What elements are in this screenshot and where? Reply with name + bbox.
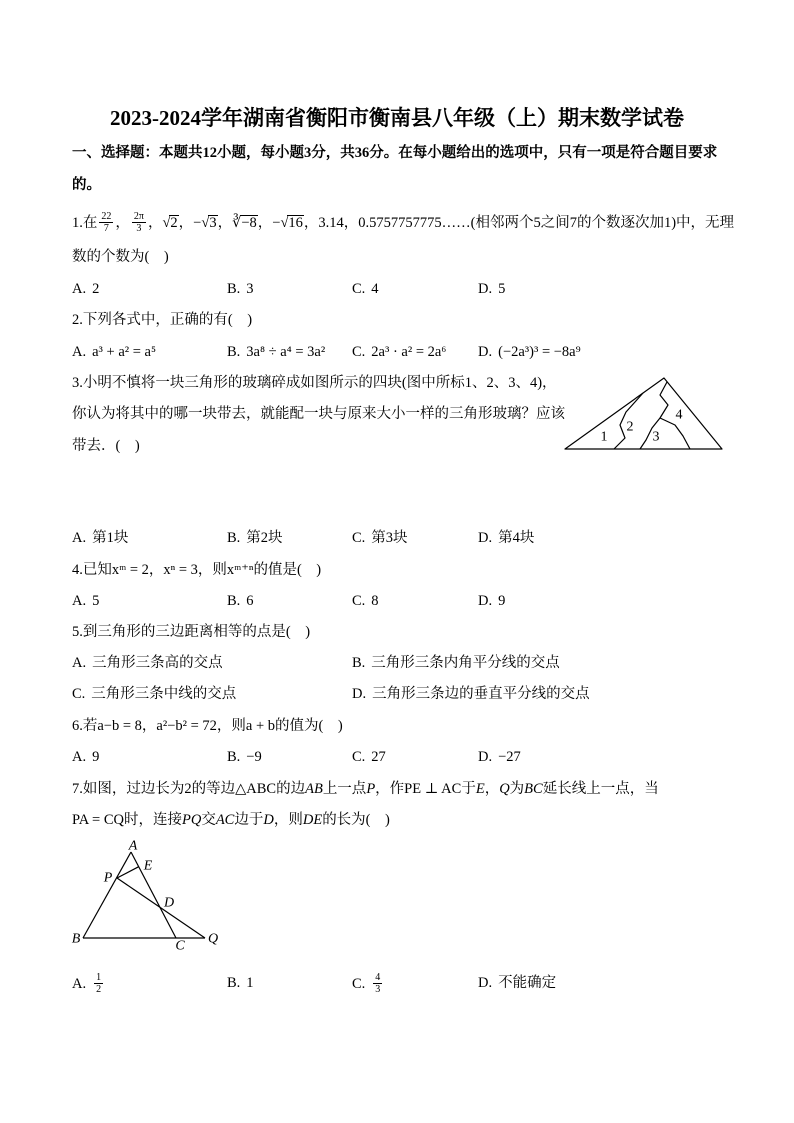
question-stem-line [72,622,310,642]
text-run: ，作PE ⊥ AC于 [375,781,476,797]
math-variable: P [366,781,376,797]
option-label: C. [352,749,366,765]
option-label: C. [352,530,366,546]
point-label-c: C [175,938,185,954]
math-variable: BC [524,781,543,797]
option-label: B. [227,975,241,991]
side-ab [83,852,131,938]
section-instructions-line: 的。 [72,177,101,193]
option-d [478,528,534,548]
point-label-q: Q [207,931,219,947]
option-label: D. [478,749,493,765]
radical-sign: √ [201,214,210,231]
text-run: 3 [246,281,254,297]
radical [162,213,178,233]
option-a [72,279,99,299]
math-variable: AB [305,781,323,797]
text-run: 第1块 [92,530,129,546]
option-content [246,593,253,609]
fraction-numerator: 2π [133,211,144,222]
question-stem-line [72,404,565,424]
crack-line [660,418,690,449]
radicand: 3 [209,214,217,231]
option-content [91,686,236,702]
option-label: C. [352,593,366,609]
text-run: 为 [509,781,525,797]
option-content [92,281,99,297]
equilateral-triangle-figure [66,836,226,956]
question-stem-line [72,560,321,580]
radical-sign: √ [280,214,289,231]
text-run: a³ + a² = a⁵ [92,344,157,360]
option-b [352,653,560,673]
text-run: ，则 [273,812,303,828]
math-variable: D [263,812,274,828]
option-label: C. [72,686,86,702]
point-label-e: E [143,858,153,874]
option-c [352,747,386,767]
text-run: ， [217,214,233,231]
text-run: 2a³ · a² = 2a⁶ [371,344,447,360]
text-run: 4 [371,281,379,297]
text-run: −9 [246,749,262,765]
piece-label: 1 [600,429,608,445]
option-content [371,655,560,671]
text-run: 5.到三角形的三边距离相等的点是( ) [72,624,311,640]
fraction-denominator: 3 [136,223,142,234]
option-c [352,973,384,993]
text-run: 第2块 [246,530,283,546]
option-b [227,591,254,611]
text-run: 不能确定 [498,975,557,991]
point-label-b: B [71,931,81,947]
segment-pq [117,878,205,938]
piece-label: 2 [626,419,634,435]
fraction-denominator: 2 [96,984,102,995]
text-run: 3a⁸ ÷ a⁴ = 3a² [246,344,326,360]
text-run: 的长为( ) [322,812,390,828]
option-b [227,342,325,362]
text-run: PA = CQ时，连接 [72,812,182,828]
option-c [352,528,408,548]
radicand: 2 [170,214,178,231]
text-run: 上一点 [322,781,367,797]
option-a [72,973,105,993]
option-d [352,684,590,704]
text-run: 三角形三条高的交点 [92,655,223,671]
option-content [371,530,407,546]
option-label: A. [72,281,87,297]
option-b [227,279,254,299]
text-run: 交 [201,812,216,828]
text-run: ， [484,781,500,797]
question-stem-line [72,436,140,456]
option-content [92,655,223,671]
piece-label: 4 [675,407,683,423]
radical-sign: √ [162,214,171,231]
fraction [94,972,103,995]
option-content [498,344,581,360]
fraction-numerator: 22 [101,211,112,222]
text-run: 5 [92,593,100,609]
option-label: D. [478,344,493,360]
option-content [371,281,378,297]
option-label: B. [227,281,241,297]
option-a [72,528,128,548]
option-content [246,530,282,546]
option-a [72,653,223,673]
option-label: C. [352,344,366,360]
text-run: 1.在 [72,214,98,231]
option-b [227,528,283,548]
text-run: 第3块 [371,530,408,546]
text-run: 9 [498,593,506,609]
text-run: −27 [498,749,521,765]
section-instructions-line: 一、选择题：本题共12小题，每小题3分，共36分。在每小题给出的选项中，只有一项是符合题目要求 [72,145,718,161]
text-run: 三角形三条边的垂直平分线的交点 [372,686,590,702]
option-content [246,749,261,765]
option-content [92,530,128,546]
radical [280,213,303,233]
text-run: 数的个数为( ) [72,249,169,265]
option-d [478,342,581,362]
option-content [498,530,534,546]
point-label-p: P [103,870,113,886]
option-label: D. [352,686,367,702]
option-d [478,591,505,611]
text-run: 1 [246,975,254,991]
text-run: 三角形三条中线的交点 [91,686,237,702]
text-run: 7.如图，过边长为2的等边△ABC的边 [72,781,306,797]
text-run: 8 [371,593,379,609]
option-label: B. [227,749,241,765]
option-label: B. [352,655,366,671]
radical-sign: ∛ [232,214,242,231]
fraction-numerator: 1 [96,972,102,983]
option-content [498,975,556,991]
option-content [246,281,253,297]
exam-title: 2023-2024学年湖南省衡阳市衡南县八年级（上）期末数学试卷 [110,106,684,130]
option-content [92,749,99,765]
option-label: D. [478,975,493,991]
option-content [371,749,386,765]
option-label: D. [478,593,493,609]
option-content [246,344,325,360]
option-label: A. [72,749,87,765]
option-label: C. [352,975,366,992]
text-run: 2.下列各式中，正确的有( ) [72,312,253,328]
question-stem-line [72,247,169,267]
radicand: 16 [288,214,303,231]
option-c [72,684,236,704]
option-d [478,973,556,993]
radicand: −8 [241,214,257,231]
text-run: (−2a³)³ = −8a⁹ [498,344,581,360]
text-run: 第4块 [498,530,535,546]
option-content [92,344,156,360]
option-label: C. [352,281,366,297]
broken-glass-triangle-figure [560,372,728,456]
question-stem-line [72,310,252,330]
option-b [227,747,262,767]
option-label: B. [227,530,241,546]
option-label: A. [72,593,87,609]
fraction [99,211,113,234]
option-c [352,342,446,362]
triangle-outline [565,378,722,449]
text-run: 2 [92,281,100,297]
question-stem-line [72,779,659,799]
fraction [373,972,382,995]
fraction-numerator: 4 [375,972,381,983]
math-variable: Q [499,781,510,797]
option-content [498,593,505,609]
option-label: B. [227,593,241,609]
option-content [246,975,253,991]
text-run: 6 [246,593,254,609]
option-a [72,342,156,362]
question-stem-line [72,212,734,232]
text-run: ，− [178,214,202,231]
option-label: B. [227,344,241,360]
text-run: 9 [92,749,100,765]
option-content [92,972,105,995]
text-run: 三角形三条内角平分线的交点 [371,655,560,671]
text-run: ，3.14，0.5757757775……(相邻两个5之间7的个数逐次加1)中，无理 [303,214,735,231]
option-c [352,279,379,299]
option-content [371,344,446,360]
option-label: A. [72,344,87,360]
question-stem-line [72,373,557,393]
text-run: ，− [257,214,281,231]
text-run: 3.小明不慎将一块三角形的玻璃碎成如图所示的四块(图中所标1、2、3、4)， [72,375,557,391]
text-run: 带去．( ) [72,438,140,454]
text-run: 你认为将其中的哪一块带去，就能配一块与原来大小一样的三角形玻璃？应该 [72,406,565,422]
text-run: ， [115,214,130,231]
option-label: D. [478,530,493,546]
option-a [72,747,99,767]
text-run: 4.已知xᵐ = 2，xⁿ = 3，则xᵐ⁺ⁿ的值是( ) [72,562,322,578]
question-stem-line [72,716,343,736]
option-d [478,279,505,299]
text-run: ， [147,214,163,231]
math-variable: AC [215,812,235,828]
math-variable: E [475,781,485,797]
option-label: A. [72,530,87,546]
radical [232,213,258,233]
option-label: A. [72,975,87,992]
option-content [498,749,521,765]
option-content [371,593,378,609]
piece-label: 3 [652,429,660,445]
fraction [132,211,146,234]
text-run: 6.若a−b = 8，a²−b² = 72，则a + b的值为( ) [72,718,343,734]
option-content [92,593,99,609]
math-variable: DE [302,812,323,828]
option-a [72,591,99,611]
text-run: 边于 [234,812,264,828]
option-c [352,591,379,611]
point-label-a: A [128,838,138,854]
option-content [498,281,505,297]
option-content [371,972,384,995]
question-stem-line [72,810,390,830]
point-label-d: D [163,895,175,911]
option-label: A. [72,655,87,671]
radical [201,213,217,233]
option-b [227,973,254,993]
text-run: 5 [498,281,506,297]
text-run: 27 [371,749,386,765]
fraction-denominator: 7 [103,223,109,234]
option-content [372,686,590,702]
fraction-denominator: 3 [375,984,381,995]
text-run: 延长线上一点，当 [542,781,659,797]
option-label: D. [478,281,493,297]
option-d [478,747,521,767]
math-variable: PQ [181,812,202,828]
